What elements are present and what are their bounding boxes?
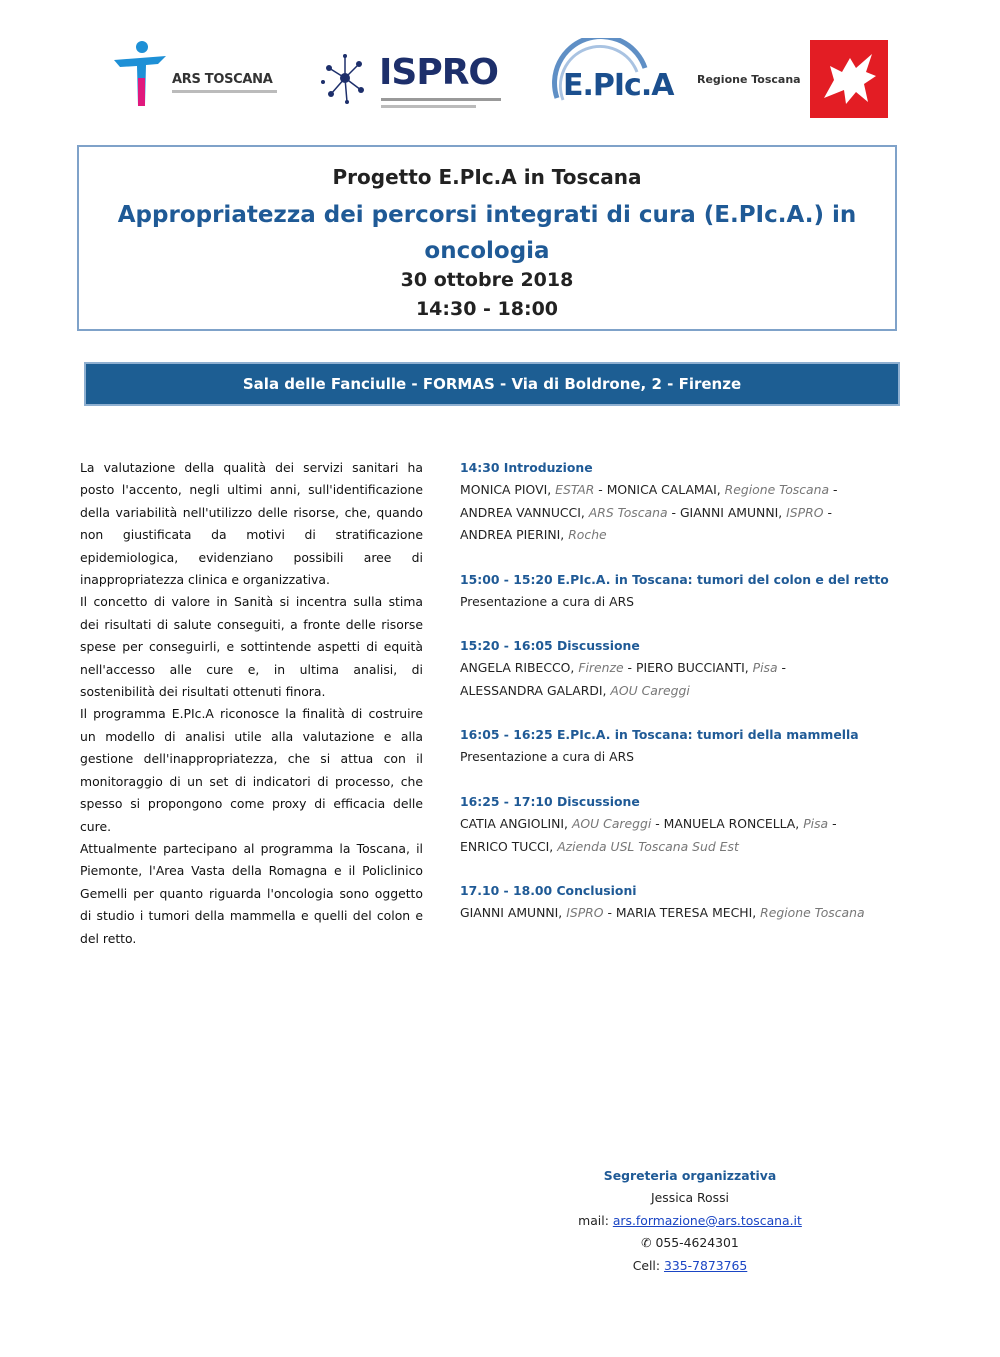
organizing-secretariat	[540, 1165, 840, 1277]
speaker-name: MONICA PIOVI,	[460, 482, 552, 498]
intro-paragraph: Il concetto di valore in Sanità si incentra sulla stima dei risultati di salute conseguiti, a fronte delle risorse spese per conseguirli, e sottintende aspetti di equità nell'accesso alle cure e, in ultima analisi, di sostenibilità dei risultati ottenuti finora.	[80, 594, 423, 700]
speaker-name: GIANNI AMUNNI,	[460, 905, 563, 921]
speaker-affiliation: Roche	[568, 527, 607, 543]
speaker-affiliation: Regione Toscana	[724, 482, 830, 498]
event-date: 30 ottobre 2018	[400, 269, 574, 291]
speaker-affiliation: Azienda USL Toscana Sud Est	[557, 838, 739, 854]
ispro-logo	[315, 38, 515, 123]
venue-banner: Sala delle Fanciulle - FORMAS - Via di Boldrone, 2 - Firenze	[84, 362, 900, 406]
speaker-affiliation: ISPRO	[566, 905, 604, 921]
ars-logo-text: ARS TOSCANA	[172, 72, 273, 87]
agenda-item	[460, 569, 960, 614]
intro-paragraph: Il programma E.PIc.A riconosce la finalità di costruire un modello di analisi utile alla valutazione e alla gestione dell'inappropriatezza, che si attua con il monitoraggio di un set di indicatori di processo, che spesso si propongono come proxy di efficacia delle cure.	[80, 706, 423, 834]
project-title: Progetto E.PIc.A in Toscana	[332, 165, 642, 189]
speaker-affiliation: AOU Careggi	[571, 816, 652, 832]
agenda-heading: 16:05 - 16:25 E.PIc.A. in Toscana: tumori della mammella	[460, 727, 859, 742]
ars-person-icon	[110, 38, 170, 118]
phone-number: 055-4624301	[655, 1235, 739, 1251]
ispro-logo-tagline	[381, 98, 501, 101]
agenda-text: Presentazione a cura di ARS	[460, 594, 635, 610]
cell-label: Cell:	[632, 1257, 661, 1273]
agenda-item	[460, 635, 960, 702]
speaker-name: MONICA CALAMAI,	[606, 482, 721, 498]
agenda-speakers: GIANNI AMUNNI, ISPRO - MARIA TERESA MECHI, Regione Toscana	[460, 905, 865, 921]
phone-icon: ✆	[641, 1235, 652, 1251]
event-title: Appropriatezza dei percorsi integrati di cura (E.PIc.A.) in oncologia	[117, 202, 857, 264]
agenda-heading: 14:30 Introduzione	[460, 460, 593, 475]
contacts-title: Segreteria organizzativa	[603, 1168, 777, 1183]
speaker-name: CATIA ANGIOLINI,	[460, 816, 568, 832]
regione-logo-text: Regione Toscana	[697, 73, 801, 86]
agenda-item	[460, 457, 960, 547]
agenda-heading: 15:20 - 16:05 Discussione	[460, 638, 640, 653]
mail-label: mail:	[578, 1212, 609, 1228]
contact-person: Jessica Rossi	[651, 1190, 729, 1206]
ispro-logo-tagline-2	[381, 105, 476, 108]
intro-text	[80, 457, 423, 950]
agenda-text: Presentazione a cura di ARS	[460, 749, 635, 765]
agenda-heading: 16:25 - 17:10 Discussione	[460, 794, 640, 809]
intro-paragraph: Attualmente partecipano al programma la Toscana, il Piemonte, l'Area Vasta della Romagna e il Policlinico Gemelli per quanto riguarda l'oncologia sono oggetto di studio i tumori della mammella e quelli del colon e del retto.	[80, 840, 423, 946]
speaker-name: MARIA TERESA MECHI,	[615, 905, 757, 921]
contact-phone-row	[540, 1232, 840, 1254]
speaker-affiliation: Regione Toscana	[760, 905, 865, 921]
speaker-affiliation: ISPRO	[786, 504, 824, 520]
speaker-name: ALESSANDRA GALARDI,	[460, 682, 607, 698]
contact-mail-row	[540, 1210, 840, 1232]
ars-toscana-logo	[110, 38, 285, 123]
agenda-item	[460, 880, 960, 925]
agenda-item	[460, 724, 960, 769]
epica-logo-text: E.PIc.A	[563, 68, 674, 103]
ars-logo-tagline	[172, 90, 277, 93]
agenda-speakers: ANGELA RIBECCO, Firenze - PIERO BUCCIANTI, Pisa - ALESSANDRA GALARDI, AOU Careggi	[460, 660, 787, 698]
speaker-affiliation: Pisa	[803, 816, 829, 832]
speaker-name: ENRICO TUCCI,	[460, 838, 554, 854]
agenda-speakers: MONICA PIOVI, ESTAR - MONICA CALAMAI, Regione Toscana - ANDREA VANNUCCI, ARS Toscana - GIANNI AMUNNI, ISPRO - ANDREA PIERINI, Roche	[460, 482, 838, 543]
agenda-speakers: CATIA ANGIOLINI, AOU Careggi - MANUELA RONCELLA, Pisa - ENRICO TUCCI, Azienda USL Toscana Sud Est	[460, 816, 837, 854]
cell-link[interactable]: 335-7873765	[663, 1257, 748, 1273]
logo-row	[110, 38, 890, 123]
speaker-affiliation: ESTAR	[555, 482, 595, 498]
speaker-name: MANUELA RONCELLA,	[663, 816, 800, 832]
mail-link[interactable]: ars.formazione@ars.toscana.it	[612, 1212, 802, 1228]
agenda-heading: 15:00 - 15:20 E.PIc.A. in Toscana: tumori del colon e del retto	[460, 572, 889, 587]
speaker-affiliation: AOU Careggi	[610, 682, 690, 698]
speaker-name: ANDREA PIERINI,	[460, 527, 565, 543]
pegasus-flag-icon	[810, 40, 888, 118]
ispro-network-icon	[315, 38, 375, 118]
intro-paragraph: La valutazione della qualità dei servizi sanitari ha posto l'accento, negli ultimi anni, sull'identificazione della variabilità nell'utilizzo delle risorse, che, quando non giustificata da motivi di stratificazione epidemiologica, evidenziano possibili aree di inappropriatezza clinica e organizzativa.	[80, 460, 423, 588]
contact-cell-row	[540, 1255, 840, 1277]
speaker-name: GIANNI AMUNNI,	[679, 504, 783, 520]
ispro-logo-text: ISPRO	[379, 52, 499, 93]
speaker-affiliation: Pisa	[752, 660, 778, 676]
speaker-name: ANGELA RIBECCO,	[460, 660, 575, 676]
speaker-name: ANDREA VANNUCCI,	[460, 504, 585, 520]
agenda-heading: 17.10 - 18.00 Conclusioni	[460, 883, 637, 898]
speaker-name: PIERO BUCCIANTI,	[635, 660, 749, 676]
epica-logo	[545, 38, 675, 123]
regione-toscana-logo	[695, 38, 890, 123]
event-title-box	[77, 145, 897, 331]
agenda-item	[460, 791, 960, 858]
speaker-affiliation: Firenze	[578, 660, 624, 676]
speaker-affiliation: ARS Toscana	[588, 504, 668, 520]
event-time: 14:30 - 18:00	[415, 298, 559, 320]
